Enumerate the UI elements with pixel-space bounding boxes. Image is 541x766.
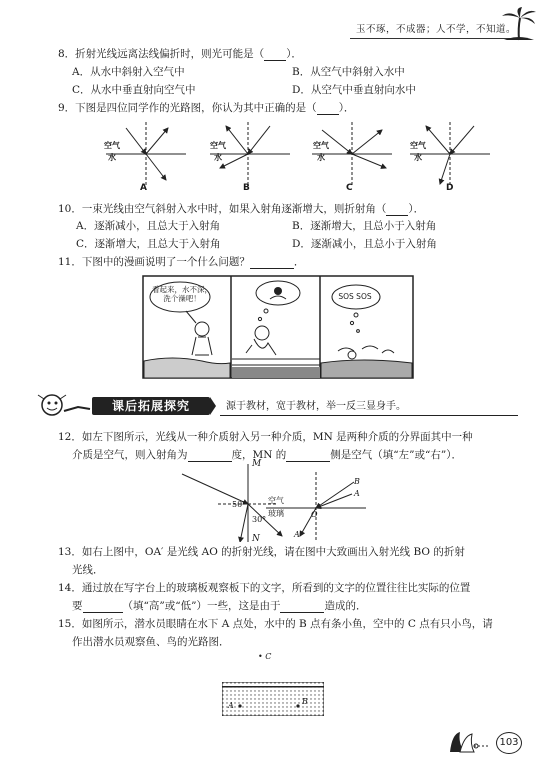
section-rule [220, 415, 518, 416]
answer-blank [83, 601, 123, 613]
q10-option-a: A．逐渐减小，且总大于入射角 [76, 220, 221, 232]
section-title-tail [210, 397, 216, 415]
point-a: A [228, 701, 234, 710]
label-b: B [354, 477, 360, 486]
diagram-label-b: B [243, 183, 250, 193]
diagram-a [106, 122, 186, 186]
air-label: 空气 [210, 141, 226, 150]
section-slogan: 源于教材，宽于教材，举一反三显身手。 [226, 401, 406, 412]
answer-blank [264, 49, 286, 61]
q10-option-c: C．逐渐增大，且总大于入射角 [76, 238, 221, 250]
question-12-line1: 12．如左下图所示，光线从一种介质射入另一种介质，MN 是两种介质的分界面其中一种 [58, 431, 473, 443]
question-13-line1: 13．如右上图中，OA′ 是光线 AO 的折射光线，请在图中大致画出入射光线 BO 的折射 [58, 546, 465, 558]
q9-light-path-diagrams [90, 118, 490, 194]
question-14-line2: 要 （填“高”或“低”）一些，这是由于 造成的． [72, 600, 367, 612]
section-title: 课后拓展探究 [92, 397, 210, 415]
label-n: N [252, 534, 260, 544]
q8-option-b: B．从空气中斜射入水中 [292, 66, 405, 78]
air-label: 空气 [313, 141, 329, 150]
air-label: 空气 [410, 141, 426, 150]
header-rule [350, 38, 512, 39]
page-number: 103 [496, 732, 522, 754]
question-15-line1: 15．如图所示，潜水员眼睛在水下 A 点处，水中的 B 点有条小鱼，空中的 C 点有只小鸟，请 [58, 618, 493, 630]
q8-option-a: A．从水中斜射入空气中 [72, 66, 185, 78]
question-9: 9．下图是四位同学作的光路图，你认为其中正确的是（ ）． [58, 102, 355, 114]
question-10: 10．一束光线由空气斜射入水中时，如果入射角逐渐增大，则折射角（ ）． [58, 203, 425, 215]
answer-blank [188, 450, 232, 462]
diagram-label-c: C [346, 183, 353, 193]
answer-blank [280, 601, 324, 613]
answer-blank [386, 204, 408, 216]
point-b: B [302, 697, 308, 706]
q10-option-d: D．逐渐减小，且总小于入射角 [292, 238, 437, 250]
angle-50: 50° [232, 500, 247, 509]
q10-option-b: B．逐渐增大，且总小于入射角 [292, 220, 437, 232]
label-m: M [252, 459, 262, 469]
diagram-label-a: A [140, 183, 147, 193]
question-14-line1: 14．通过放在写字台上的玻璃板观察板下的文字，所看到的文字的位置往往比实际的位置 [58, 582, 471, 594]
point-c: • C [258, 652, 272, 661]
question-8: 8．折射光线远离法线偏折时，则光可能是（ ）． [58, 48, 302, 60]
footer-decoration-icon [446, 728, 490, 756]
q8-option-c: C．从水中垂直射向空气中 [72, 84, 196, 96]
air-label: 空气 [268, 496, 284, 505]
air-label: 空气 [104, 141, 120, 150]
palm-tree-icon [500, 6, 538, 42]
glass-label: 玻璃 [268, 509, 284, 518]
mascot-icon [30, 389, 92, 421]
water-label: 水 [214, 153, 222, 162]
angle-30: 30° [252, 515, 267, 524]
comic-speech-bubble-3: SOS SOS [338, 292, 372, 301]
q8-option-d: D．从空气中垂直射向水中 [292, 84, 416, 96]
question-11: 11．下图中的漫画说明了一个什么问题？ ． [58, 256, 305, 268]
diagram-label-d: D [446, 183, 454, 193]
answer-blank [317, 103, 339, 115]
label-o: O [311, 510, 318, 519]
q15-water-tank [222, 682, 324, 716]
answer-blank [286, 450, 330, 462]
question-13-line2: 光线． [72, 564, 104, 576]
water-label: 水 [108, 153, 116, 162]
water-label: 水 [317, 153, 325, 162]
section-banner [30, 393, 520, 421]
comic-speech-bubble-1: 看起来，水不深，洗个澡吧！ [152, 285, 212, 303]
question-12-line2: 介质是空气，则入射角为 度，MN 的 侧是空气（填“左”或“右”）． [72, 449, 463, 461]
question-15-line2: 作出潜水员观察鱼、鸟的光路图． [72, 636, 230, 648]
diagram-b [210, 122, 290, 186]
page-motto: 玉不琢，不成器；人不学，不知道。 [356, 24, 517, 35]
diagram-d [410, 122, 490, 186]
water-label: 水 [414, 153, 422, 162]
answer-blank [250, 257, 294, 269]
label-a-prime: A′ [294, 530, 302, 539]
label-a: A [354, 489, 360, 498]
